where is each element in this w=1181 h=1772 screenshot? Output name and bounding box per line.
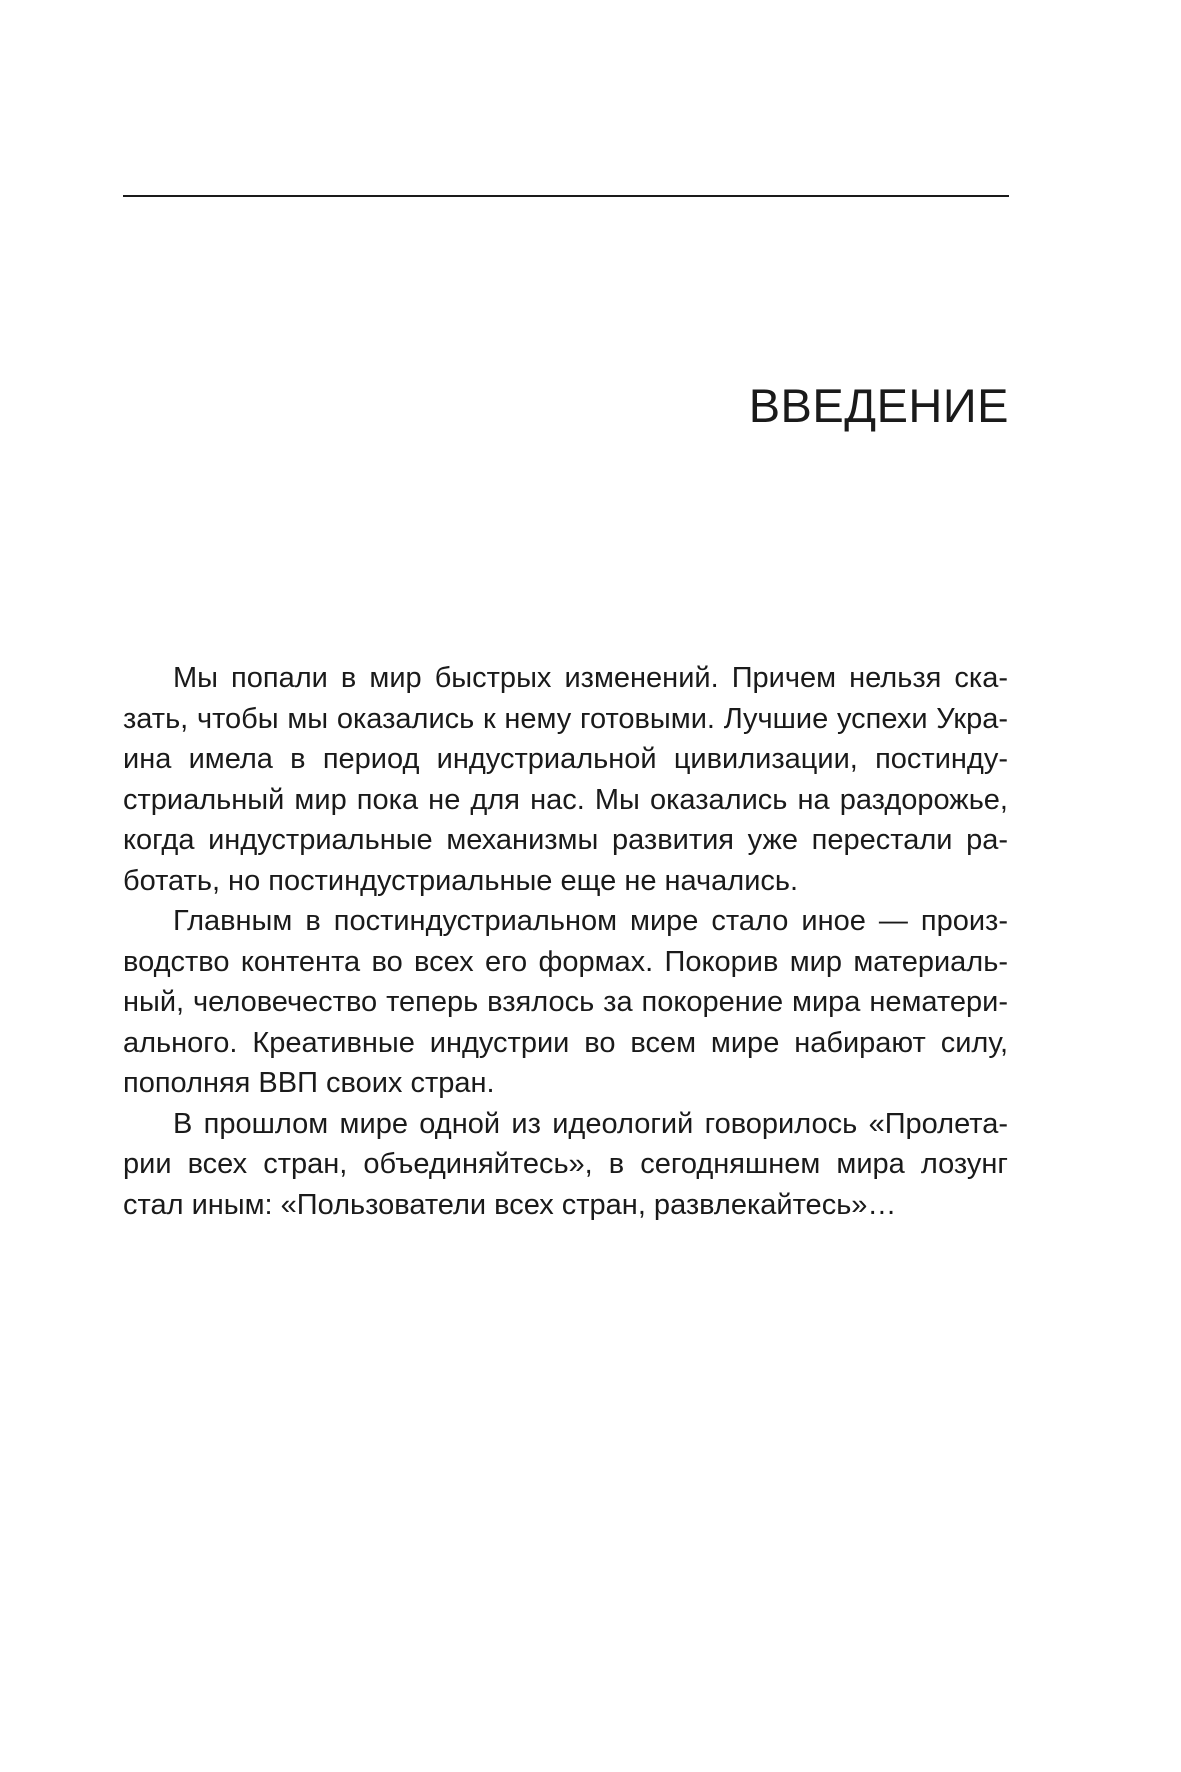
text-line: Мы попали в мир быстрых изменений. Причем нельзя ска- (173, 662, 1008, 694)
body-text (123, 658, 1008, 1225)
header-rule (123, 195, 1009, 197)
text-line: ный, человечество теперь взялось за покорение мира нематери- (123, 986, 1008, 1018)
text-line: стриальный мир пока не для нас. Мы оказались на раздорожье, (123, 783, 1008, 816)
text-line: В прошлом мире одной из идеологий говорилось «Пролета- (173, 1107, 1008, 1140)
text-line: зать, чтобы мы оказались к нему готовыми. Лучшие успехи Укра- (123, 702, 1008, 735)
text-line: ботать, но постиндустриальные еще не начались. (123, 864, 799, 897)
paragraph-2 (123, 901, 1008, 1104)
text-line: рии всех стран, объединяйтесь», в сегодняшнем мира лозунг (123, 1148, 1008, 1180)
text-line: когда индустриальные механизмы развития уже перестали ра- (123, 824, 1008, 856)
text-line: ина имела в период индустриальной цивилизации, постинду- (123, 743, 1008, 775)
text-line: стал иным: «Пользователи всех стран, развлекайтесь»… (123, 1188, 897, 1221)
text-line: водство контента во всех его формах. Покорив мир материаль- (123, 945, 1008, 978)
paragraph-1 (123, 658, 1008, 901)
chapter-title: ВВЕДЕНИЕ (748, 379, 1009, 432)
text-line: ального. Креативные индустрии во всем мире набирают силу, (123, 1026, 1008, 1059)
text-line: пополняя ВВП своих стран. (123, 1067, 495, 1099)
text-line: Главным в постиндустриальном мире стало иное — произ- (173, 905, 1008, 937)
paragraph-3 (123, 1104, 1008, 1226)
